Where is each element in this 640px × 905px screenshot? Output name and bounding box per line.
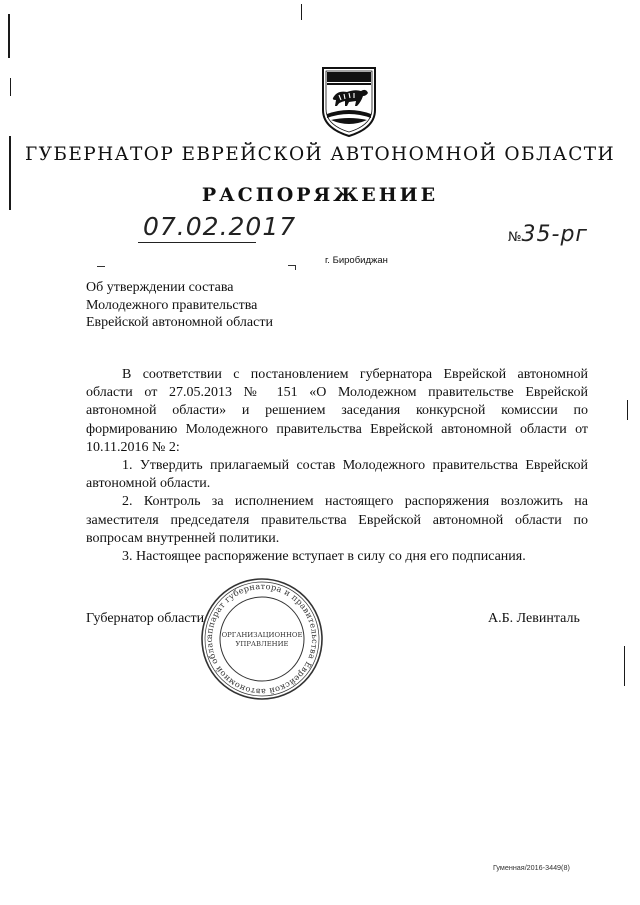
scan-mark — [8, 14, 10, 58]
subject-line: Об утверждении состава — [86, 280, 234, 295]
official-stamp — [196, 575, 328, 703]
scan-mark — [301, 4, 302, 20]
number-sign: № — [508, 230, 522, 245]
stamp-ring-text: аппарат губернатора и правительства Еврейской автономной облас — [203, 580, 321, 698]
date-underline — [138, 242, 256, 243]
body-item-3: 3. Настоящее распоряжение вступает в силу со дня его подписания. — [122, 549, 526, 565]
body-preamble: В соответствии с постановлением губернатора Еврейской автономной области от 27.05.2013 № 151 «О Молодежном правительстве Еврейской автономной области» и решением заседания конкурсной комиссии по формированию Молодежного правительства Еврейской автономной области от 10.11.2016 № 2: — [86, 367, 588, 455]
scan-mark — [624, 646, 625, 686]
body-item-2: 2. Контроль за исполнением настоящего распоряжения возложить на заместителя председателя правительства Еврейской автономной области по вопросам внутренней политики. — [86, 494, 588, 546]
corner-mark — [97, 266, 105, 267]
city-line: г. Биробиджан — [325, 255, 388, 266]
document-subject — [86, 279, 273, 332]
signer-name: А.Б. Левинталь — [488, 611, 580, 626]
coat-of-arms-tiger-icon — [315, 62, 383, 140]
executor-code: Гуменная/2016-3449(8) — [493, 863, 570, 872]
document-type: РАСПОРЯЖЕНИЕ — [201, 184, 439, 206]
signer-role: Губернатор области — [86, 611, 205, 626]
corner-mark — [295, 265, 296, 270]
scan-mark — [627, 400, 628, 420]
document-number-value: 35-рг — [521, 222, 588, 247]
stamp-center-line: ОРГАНИЗАЦИОННОЕ — [221, 631, 303, 639]
body-item-1: 1. Утвердить прилагаемый состав Молодежного правительства Еврейской автономной области. — [86, 458, 588, 492]
scan-mark — [10, 78, 11, 96]
document-number — [508, 222, 588, 247]
issuing-authority: ГУБЕРНАТОР ЕВРЕЙСКОЙ АВТОНОМНОЙ ОБЛАСТИ — [24, 144, 616, 165]
document-date: 07.02.2017 — [143, 212, 297, 241]
subject-line: Молодежного правительства — [86, 297, 258, 313]
document-body — [86, 366, 588, 566]
subject-line: Еврейской автономной области — [86, 315, 273, 330]
stamp-center-line: УПРАВЛЕНИЕ — [235, 640, 289, 648]
